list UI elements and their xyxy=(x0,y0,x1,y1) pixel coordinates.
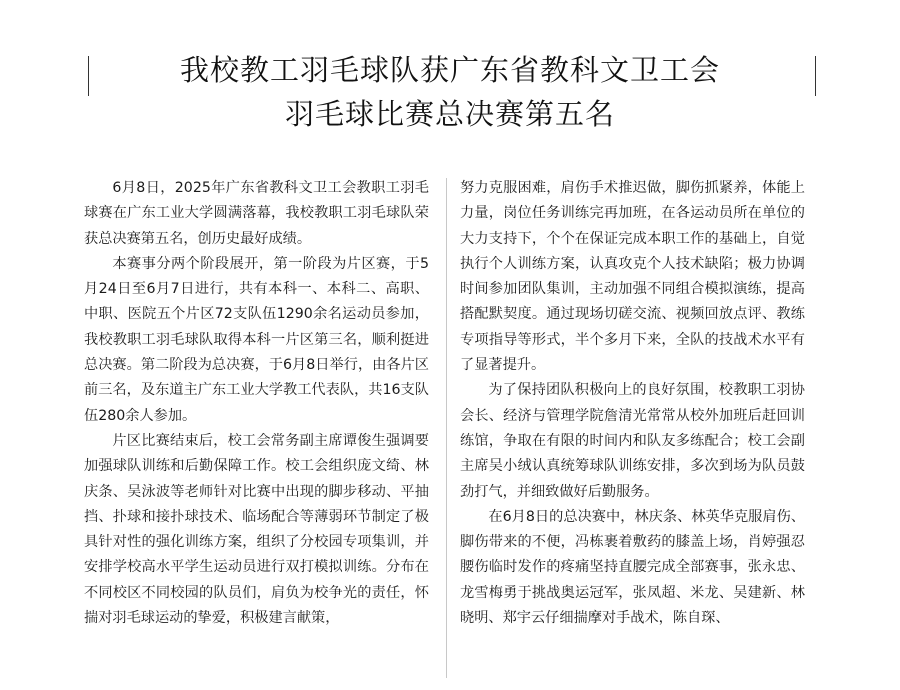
paragraph-1: 6月8日，2025年广东省教科文卫工会教职工羽毛球赛在广东工业大学圆满落幕，我校教职工羽毛球队荣获总决赛第五名，创历史最好成绩。 xyxy=(84,180,429,247)
article-title-line-1: 我校教工羽毛球队获广东省教科文卫工会 xyxy=(179,53,720,87)
paragraph-4: 为了保持团队积极向上的良好氛围，校教职工羽协会长、经济与管理学院詹清光常常从校外加班后赶回训练馆，争取在有限的时间内和队友多练配合；校工会副主席吴小绒认真统筹球队训练安排，多次到场为队员鼓劲打气，并细致做好后勤服务。 xyxy=(460,382,805,500)
article-column-right xyxy=(460,176,805,676)
column-divider xyxy=(446,178,447,678)
article-title-line-2: 羽毛球比赛总决赛第五名 xyxy=(284,97,615,131)
paragraph-5: 在6月8日的总决赛中，林庆条、林英华克服肩伤、脚伤带来的不便，冯栋裹着敷药的膝盖上场，肖婷强忍腰伤临时发作的疼痛坚持直腰完成全部赛事，张永忠、龙雪梅勇于挑战奥运冠军，张凤超、米龙、吴建新、林晓明、郑宇云仔细揣摩对手战术，陈自琛、 xyxy=(460,508,805,627)
paragraph-2: 本赛事分两个阶段展开，第一阶段为片区赛，于5月24日至6月7日进行，共有本科一、本科二、高职、中职、医院五个片区72支队伍1290余名运动员参加，我校教职工羽毛球队取得本科一片区第三名，顺利挺进总决赛。第二阶段为总决赛，于6月8日举行，由各片区前三名，及东道主广东工业大学教工代表队，共16支队伍280余人参加。 xyxy=(84,255,429,424)
article-title xyxy=(0,48,900,136)
paragraph-3: 片区比赛结束后，校工会常务副主席谭俊生强调要加强球队训练和后勤保障工作。校工会组织庞文绮、林庆条、吴泳波等老师针对比赛中出现的脚步移动、平抽挡、扑球和接扑球技术、临场配合等薄弱环节制定了极具针对性的强化训练方案，组织了分校园专项集训，并安排学校高水平学生运动员进行双打模拟训练。分布在不同校区不同校园的队员们，肩负为校争光的责任，怀揣对羽毛球运动的挚爱，积极建言献策， xyxy=(84,432,429,627)
article-column-left xyxy=(84,176,429,676)
paragraph-3-continued: 努力克服困难，肩伤手术推迟做，脚伤抓紧养，体能上力量，岗位任务训练完再加班，在各运动员所在单位的大力支持下，个个在保证完成本职工作的基础上，自觉执行个人训练方案，认真攻克个人技术缺陷；极力协调时间参加团队集训，主动加强不同组合模拟演练，提高搭配默契度。通过现场切磋交流、视频回放点评、教练专项指导等形式，半个多月下来，全队的技战术水平有了显著提升。 xyxy=(460,180,805,374)
